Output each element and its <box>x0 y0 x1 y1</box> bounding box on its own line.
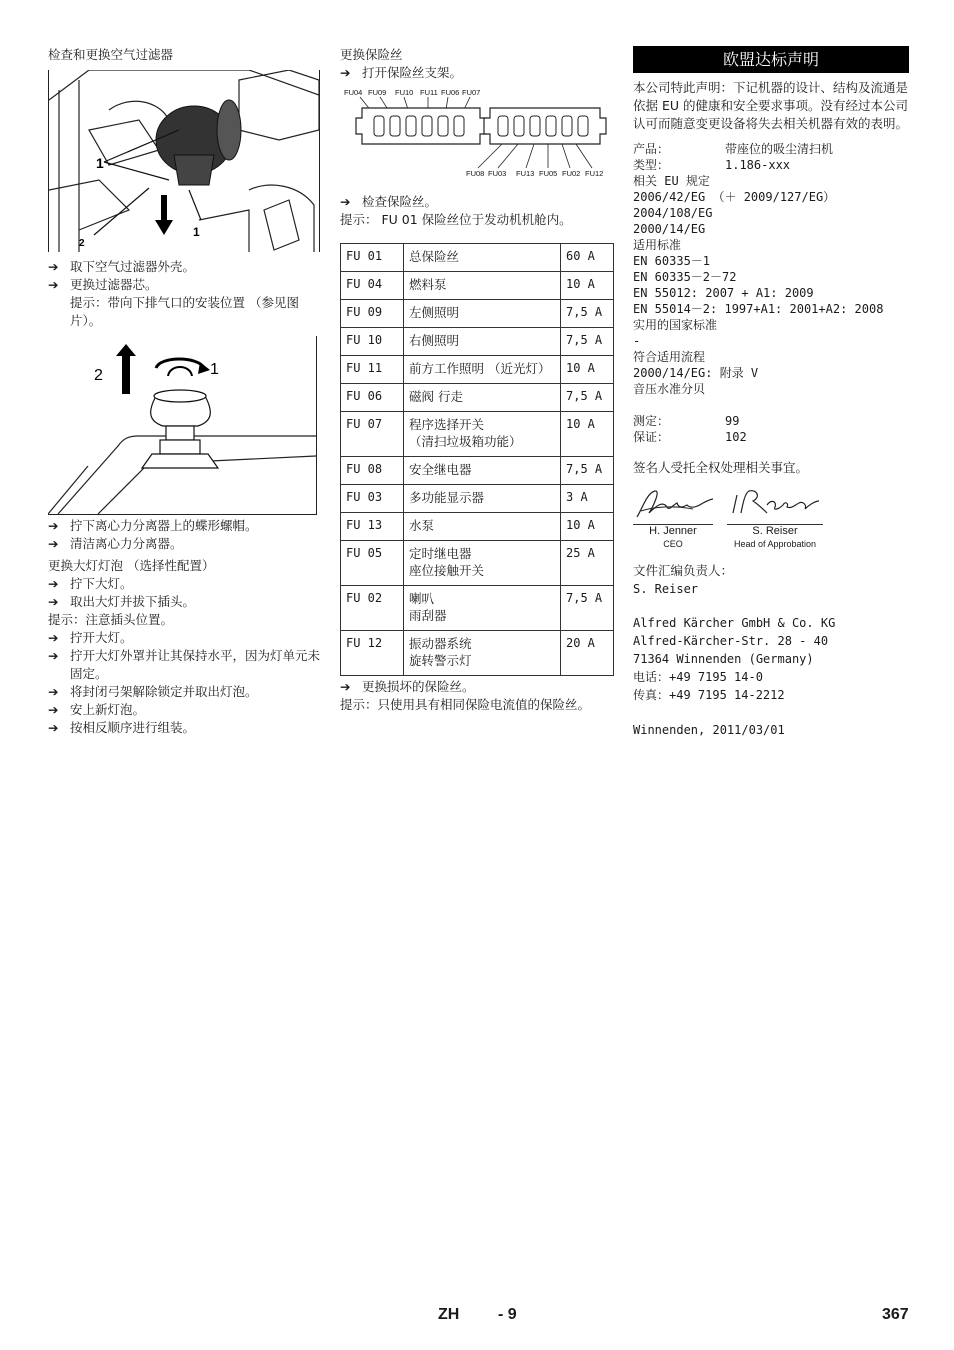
footer-section-page: - 9 <box>498 1306 517 1323</box>
measured-label: 测定： <box>633 414 670 428</box>
separator-steps <box>48 517 320 553</box>
procedure-value: 2000/14/EG: 附录 V <box>633 366 759 380</box>
type-value: 1.186-xxx <box>725 158 791 172</box>
arrow-icon: ➔ <box>48 702 59 717</box>
fuse-row <box>341 485 614 513</box>
fuse-code: FU 11 <box>341 356 404 384</box>
arrow-icon: ➔ <box>48 630 59 645</box>
fuse-box-diagram <box>340 86 614 180</box>
note-fu01: 提示： FU 01 保险丝位于发动机机舱内。 <box>340 212 572 227</box>
note-same-current: 提示：只使用具有相同保险电流值的保险丝。 <box>340 697 591 712</box>
sound-label: 音压水准分贝 <box>633 382 706 396</box>
fuse-code: FU 12 <box>341 631 404 676</box>
fuse-row <box>341 513 614 541</box>
signature-jenner-graphic <box>633 487 713 519</box>
eu-rules-label: 相关 EU 规定 <box>633 174 710 188</box>
signer-1-name: H. Jenner <box>649 525 697 537</box>
step-open-lamp: ➔ 拧开大灯。 <box>48 630 133 645</box>
air-filter-illustration <box>49 70 319 252</box>
fuse-rating: 7,5 A <box>561 328 614 356</box>
fuse-function: 水泵 <box>404 513 561 541</box>
lamp-section-heading: 更换大灯灯泡 （选择性配置） <box>48 558 215 573</box>
step-clean-separator: ➔ 清洁离心力分离器。 <box>48 536 183 551</box>
measured-row <box>633 413 909 429</box>
measured-value: 99 <box>725 414 740 428</box>
procedure-label: 符合适用流程 <box>633 350 706 364</box>
fuse-row <box>341 244 614 272</box>
step-new-bulb: ➔ 安上新灯泡。 <box>48 702 146 717</box>
fuse-rating: 7,5 A <box>561 457 614 485</box>
fig2-label-1: 1 <box>210 361 219 378</box>
fuse-rating: 10 A <box>561 412 614 457</box>
fuse-function: 安全继电器 <box>404 457 561 485</box>
separator-figure <box>48 336 317 515</box>
step-remove-housing: ➔ 取下空气过滤器外壳。 <box>48 259 196 274</box>
column-fuses <box>340 46 614 714</box>
company-fax: 传真：+49 7195 14-2212 <box>633 688 785 702</box>
fuse-code: FU 04 <box>341 272 404 300</box>
product-label: 产品： <box>633 142 670 156</box>
place-date: Winnenden, 2011/03/01 <box>633 723 785 737</box>
fuse-table <box>340 243 614 676</box>
step-unscrew-nut: ➔ 拧下离心力分离器上的蝶形螺帽。 <box>48 518 258 533</box>
guaranteed-value: 102 <box>725 430 747 444</box>
standard-3: EN 55012: 2007 + A1: 2009 <box>633 286 814 300</box>
arrow-icon: ➔ <box>48 259 59 274</box>
national-standards-value: - <box>633 334 641 348</box>
standard-1: EN 60335－1 <box>633 254 711 268</box>
type-label: 类型： <box>633 158 670 172</box>
fig1-label-3: 1 <box>193 225 200 239</box>
air-filter-heading: 检查和更换空气过滤器 <box>48 47 174 62</box>
fuse-label-fu03: FU03 <box>488 169 507 178</box>
column-declaration <box>633 46 909 738</box>
fuse-rating: 10 A <box>561 356 614 384</box>
company-phone: 电话：+49 7195 14-0 <box>633 670 763 684</box>
fuse-function: 前方工作照明 （近光灯） <box>404 356 561 384</box>
product-value: 带座位的吸尘清扫机 <box>725 142 834 156</box>
signature-reiser-graphic <box>727 487 823 519</box>
fuse-rating: 60 A <box>561 244 614 272</box>
fig1-label-2: 2 <box>79 238 85 249</box>
fuse-rating: 10 A <box>561 272 614 300</box>
fuse-function: 左侧照明 <box>404 300 561 328</box>
signer-2-name: S. Reiser <box>752 525 798 537</box>
fuse-rating: 20 A <box>561 631 614 676</box>
fuse-heading: 更换保险丝 <box>340 47 403 62</box>
fuse-function: 定时继电器 座位接触开关 <box>404 541 561 586</box>
fuse-function: 右侧照明 <box>404 328 561 356</box>
fuse-label-fu07: FU07 <box>462 88 481 97</box>
company-name: Alfred Kärcher GmbH & Co. KG <box>633 616 836 630</box>
step-replace-fuse: ➔ 更换损坏的保险丝。 <box>340 679 475 694</box>
fuse-label-fu10: FU10 <box>395 88 414 97</box>
fuse-row <box>341 457 614 485</box>
company-city: 71364 Winnenden (Germany) <box>633 652 814 666</box>
signature-jenner <box>633 487 713 550</box>
fuse-label-fu06: FU06 <box>441 88 460 97</box>
step-remove-lamp: ➔ 取出大灯并拔下插头。 <box>48 594 196 609</box>
fig1-label-1: 1 <box>96 155 104 171</box>
fuse-label-fu09: FU09 <box>368 88 387 97</box>
authorized-statement: 签名人受托全权处理相关事宜。 <box>633 460 809 475</box>
fuse-function: 磁阀 行走 <box>404 384 561 412</box>
type-row <box>633 157 909 173</box>
fuse-code: FU 08 <box>341 457 404 485</box>
fuse-rating: 10 A <box>561 513 614 541</box>
fuse-code: FU 05 <box>341 541 404 586</box>
fuse-rating: 7,5 A <box>561 384 614 412</box>
eu-rule-1: 2006/42/EG （＋ 2009/127/EG） <box>633 190 836 204</box>
signer-1-role: CEO <box>663 539 683 549</box>
air-filter-figure <box>48 70 320 252</box>
fuse-code: FU 02 <box>341 586 404 631</box>
guaranteed-row <box>633 429 909 445</box>
separator-illustration <box>48 336 316 514</box>
fuse-code: FU 01 <box>341 244 404 272</box>
fuse-box-figure <box>340 86 614 185</box>
fuse-function: 燃料泵 <box>404 272 561 300</box>
signature-reiser <box>727 487 823 550</box>
product-row <box>633 141 909 157</box>
fuse-code: FU 13 <box>341 513 404 541</box>
signer-2-role: Head of Approbation <box>733 539 817 549</box>
fuse-row <box>341 384 614 412</box>
fig2-label-2: 2 <box>94 367 103 384</box>
step-check-fuses: ➔ 检查保险丝。 <box>340 194 438 209</box>
fuse-code: FU 10 <box>341 328 404 356</box>
step-replace-cartridge: ➔ 更换过滤器芯。 <box>48 277 158 292</box>
fuse-code: FU 07 <box>341 412 404 457</box>
fuse-code: FU 09 <box>341 300 404 328</box>
arrow-icon: ➔ <box>48 277 59 292</box>
doc-responsible-label: 文件汇编负责人： <box>633 563 734 578</box>
company-street: Alfred-Kärcher-Str. 28 - 40 <box>633 634 829 648</box>
fuse-row <box>341 541 614 586</box>
national-standards-label: 实用的国家标准 <box>633 318 718 332</box>
guaranteed-label: 保证： <box>633 430 670 444</box>
step-open-cover: ➔ 拧开大灯外罩并让其保持水平，因为灯单元未固定。 <box>48 648 321 681</box>
fuse-label-fu12: FU12 <box>585 169 604 178</box>
fuse-row <box>341 631 614 676</box>
fuse-rating: 7,5 A <box>561 300 614 328</box>
fuse-row <box>341 272 614 300</box>
eu-rule-3: 2000/14/EG <box>633 222 706 236</box>
fuse-rating: 25 A <box>561 541 614 586</box>
fuse-label-fu08: FU08 <box>466 169 485 178</box>
step-reassemble: ➔ 按相反顺序进行组装。 <box>48 720 196 735</box>
fuse-label-fu11: FU11 <box>420 88 438 97</box>
arrow-icon: ➔ <box>48 576 59 591</box>
standard-2: EN 60335－2－72 <box>633 270 737 284</box>
footer-page-number: 367 <box>882 1306 909 1323</box>
arrow-icon: ➔ <box>48 518 59 533</box>
arrow-icon: ➔ <box>48 536 59 551</box>
fuse-row <box>341 356 614 384</box>
arrow-icon: ➔ <box>48 594 59 609</box>
arrow-icon: ➔ <box>340 65 351 80</box>
fuse-label-fu04: FU04 <box>344 88 363 97</box>
step-unlock-bracket: ➔ 将封闭弓架解除锁定并取出灯泡。 <box>48 684 258 699</box>
company-address <box>633 614 909 704</box>
fuse-label-fu13: FU13 <box>516 169 535 178</box>
fuse-row <box>341 300 614 328</box>
fuse-rating: 7,5 A <box>561 586 614 631</box>
fuse-function: 多功能显示器 <box>404 485 561 513</box>
fuse-label-fu05: FU05 <box>539 169 558 178</box>
step-unscrew-lamp: ➔ 拧下大灯。 <box>48 576 133 591</box>
declaration-intro: 本公司特此声明：下记机器的设计、结构及流通是依据 EU 的健康和安全要求事项。没有经过本公司认可而随意变更设备将失去相关机器有效的表明。 <box>633 80 909 131</box>
air-filter-steps <box>48 258 320 330</box>
fuse-label-fu02: FU02 <box>562 169 581 178</box>
arrow-icon: ➔ <box>48 648 59 663</box>
arrow-icon: ➔ <box>340 679 351 694</box>
fuse-function: 程序选择开关 （清扫垃圾箱功能） <box>404 412 561 457</box>
standard-4: EN 55014－2: 1997+A1: 2001+A2: 2008 <box>633 302 884 316</box>
fuse-function: 喇叭 雨刮器 <box>404 586 561 631</box>
signatures <box>633 487 909 550</box>
fuse-code: FU 06 <box>341 384 404 412</box>
fuse-row <box>341 586 614 631</box>
eu-rule-2: 2004/108/EG <box>633 206 713 220</box>
fuse-row <box>341 412 614 457</box>
note-exhaust: 提示：带向下排气口的安装位置 （参见图片）。 <box>70 295 299 328</box>
declaration-details <box>633 141 909 445</box>
footer-language: ZH <box>438 1306 460 1323</box>
doc-responsible-name: S. Reiser <box>633 582 699 596</box>
fuse-function: 总保险丝 <box>404 244 561 272</box>
arrow-icon: ➔ <box>48 720 59 735</box>
arrow-icon: ➔ <box>340 194 351 209</box>
column-maintenance <box>48 46 320 737</box>
step-open-fuse-holder: ➔ 打开保险丝支架。 <box>340 65 463 80</box>
eu-declaration-banner: 欧盟达标声明 <box>633 46 909 73</box>
arrow-icon: ➔ <box>48 684 59 699</box>
standards-label: 适用标准 <box>633 238 682 252</box>
note-plug: 提示：注意插头位置。 <box>48 612 174 627</box>
fuse-function: 振动器系统 旋转警示灯 <box>404 631 561 676</box>
fuse-rating: 3 A <box>561 485 614 513</box>
fuse-code: FU 03 <box>341 485 404 513</box>
fuse-row <box>341 328 614 356</box>
